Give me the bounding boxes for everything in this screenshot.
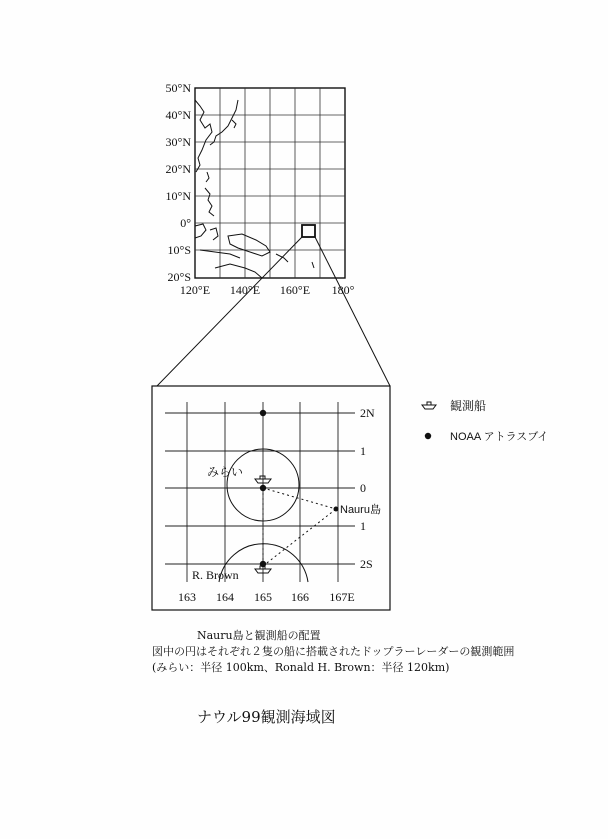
ship-legend-icon [422,402,436,409]
buoy-legend-icon [425,433,431,439]
overview-lon-labels [180,283,355,297]
lat-label-1s: 1 [360,519,366,533]
lon-label-166: 166 [291,590,309,604]
detail-map [152,386,390,610]
lat-label-1n: 1 [360,444,366,458]
lat-label-40n: 40°N [165,108,191,122]
legend [422,398,548,443]
lat-label-10s: 10°S [167,243,191,257]
detail-map-frame [152,386,390,610]
lat-label-0: 0 [360,481,366,495]
caption-line-1: 図中の円はそれぞれ２隻の船に搭載されたドップラーレーダーの観測範囲 [152,645,515,658]
caption-title: Nauru島と観測船の配置 [197,629,321,642]
buoy-marker [260,410,266,416]
detail-lon-labels [178,590,355,604]
brown-label: R. Brown [192,568,239,582]
lat-label-2s: 2S [360,557,373,571]
overview-map [166,81,355,297]
lat-label-50n: 50°N [165,81,191,95]
overview-grid [195,88,345,278]
lat-label-20n: 20°N [165,162,191,176]
caption-line-2: (みらい：半径 100km、Ronald H. Brown：半径 120km) [152,661,450,674]
lon-label-167e: 167E [329,590,355,604]
lat-label-30n: 30°N [165,135,191,149]
detail-grid [165,402,355,582]
overview-lat-labels [166,81,192,284]
legend-ship-label: 観測船 [450,399,487,413]
lon-label-180: 180° [331,283,355,297]
mirai-label: みらい [207,465,244,479]
lon-label-165: 165 [254,590,272,604]
lon-label-140e: 140°E [229,283,261,297]
lon-label-163: 163 [178,590,196,604]
lon-label-120e: 120°E [179,283,211,297]
lat-label-10n: 10°N [165,189,191,203]
lat-label-0: 0° [180,216,191,230]
nauru-island-marker [334,507,339,512]
overview-coastlines [195,100,314,278]
study-area-box [302,225,315,237]
lat-label-2n: 2N [360,406,375,420]
lon-label-164: 164 [216,590,234,604]
zoom-connector-lines [157,237,390,386]
nauru-label: Nauru島 [340,504,381,516]
legend-buoy-label: NOAA アトラスブイ [450,431,549,443]
ship-island-links [263,488,336,566]
buoy-marker [260,485,266,491]
lat-label-20s: 20°S [167,270,191,284]
detail-lat-labels [360,406,375,571]
figure-title: ナウル99観測海域図 [197,708,336,726]
lon-label-160e: 160°E [279,283,311,297]
